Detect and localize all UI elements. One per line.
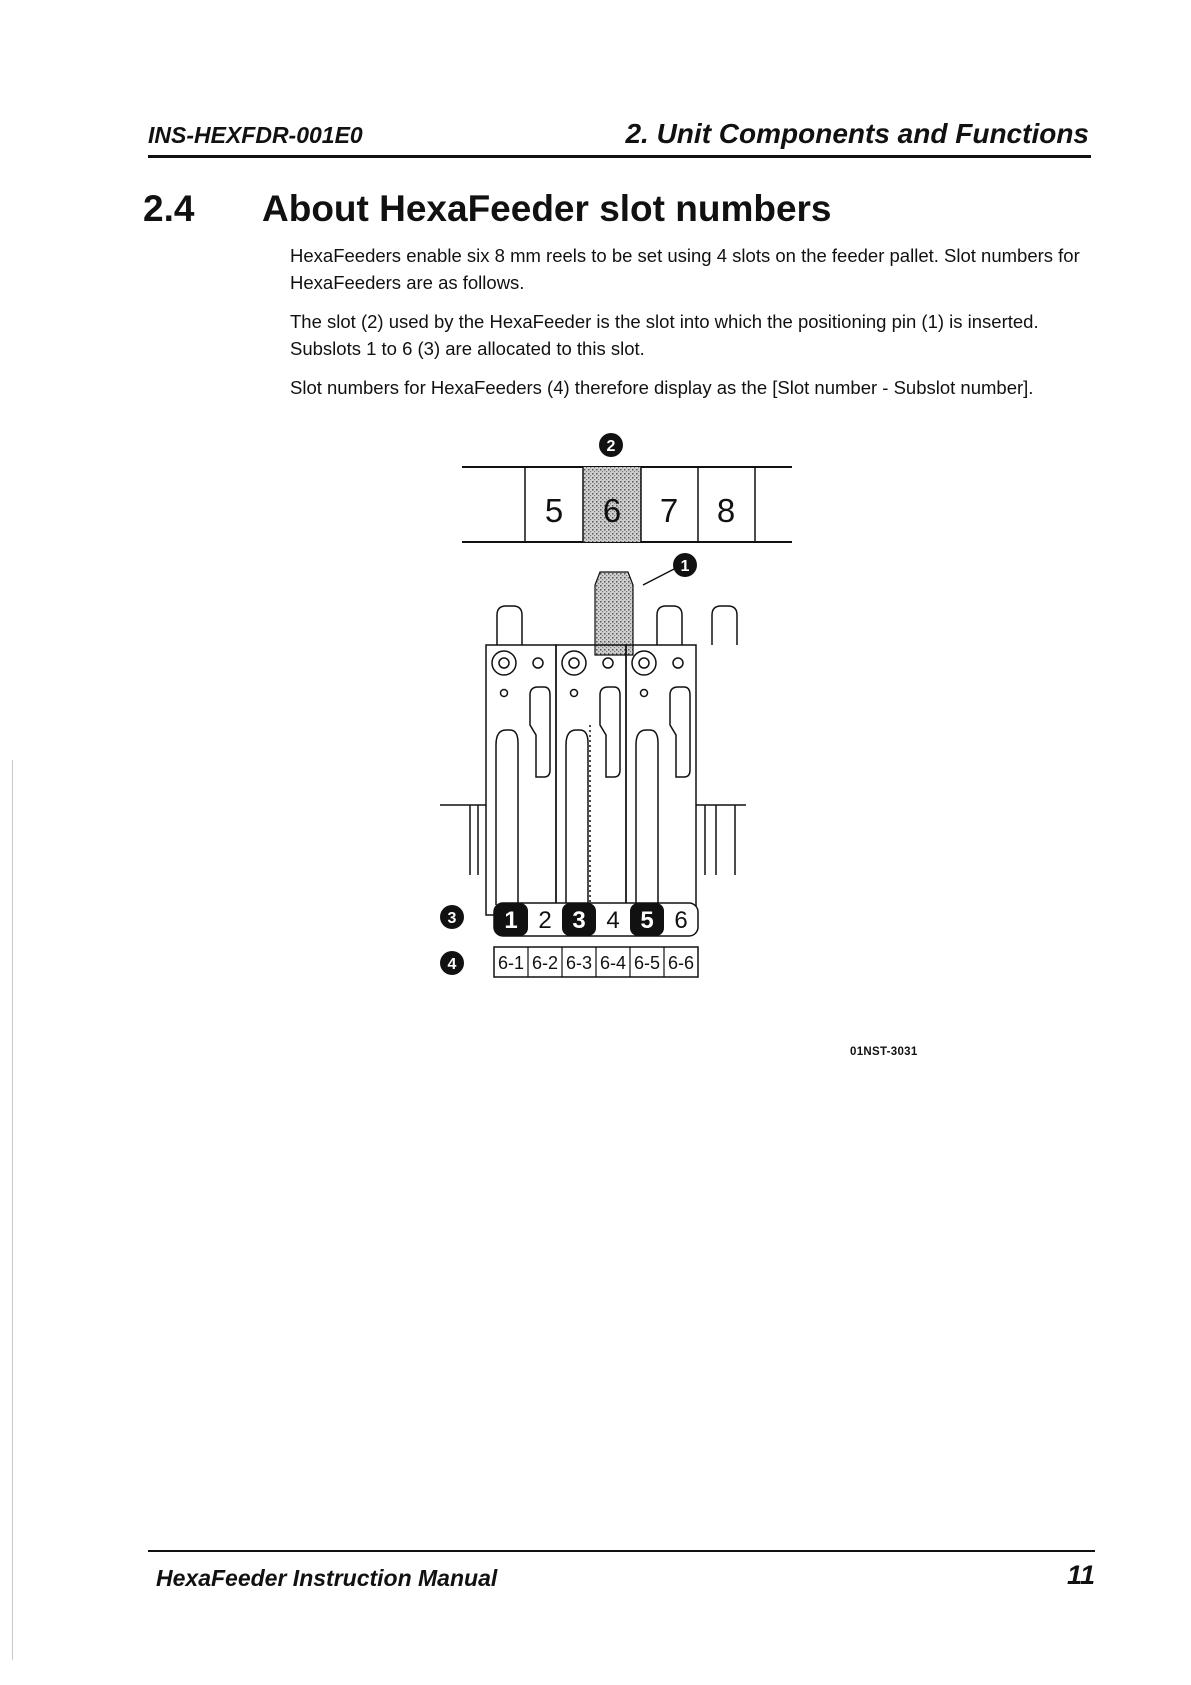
manual-title: HexaFeeder Instruction Manual [156,1565,498,1591]
slot-number-6-3: 6-3 [565,953,593,973]
section-number: 2.4 [143,188,195,229]
callout-1-label: 1 [680,558,690,575]
section-title: About HexaFeeder slot numbers [262,188,832,229]
subslot-3: 3 [572,907,586,934]
header-rule [148,155,1091,158]
figure-id: 01NST-3031 [850,1046,918,1058]
subslot-6: 6 [674,907,688,934]
slot-number-6-2: 6-2 [531,953,559,973]
subslot-2: 2 [538,907,552,934]
footer-rule [148,1550,1095,1552]
callout-3-label: 3 [447,910,457,927]
callout-2-label: 2 [606,438,616,455]
positioning-pin [595,572,633,655]
paragraph-display: Slot numbers for HexaFeeders (4) therefore display as the [Slot number - Subslot number]. [290,377,1034,398]
slot-6-label: 6 [602,492,622,529]
paragraph-intro: HexaFeeders enable six 8 mm reels to be set using 4 slots on the feeder pallet. Slot numbers for HexaFeeders are as follows. [290,245,1080,293]
hexafeeder-slot-diagram [440,425,960,1065]
callout-3 [440,905,464,929]
subslot-row [494,903,698,936]
subslot-4: 4 [606,907,620,934]
chapter-title: 2. Unit Components and Functions [625,118,1089,149]
scan-edge-line [12,760,13,1660]
callout-1 [643,553,697,585]
slot-strip [462,467,792,542]
feeder-bodies [440,645,746,915]
slot-number-6-6: 6-6 [667,953,695,973]
page-number: 11 [1066,1560,1095,1590]
slot-number-6-5: 6-5 [633,953,661,973]
subslot-1: 1 [504,907,518,934]
callout-4-label: 4 [447,956,457,973]
paragraph-slot: The slot (2) used by the HexaFeeder is the slot into which the positioning pin (1) is inserted. Subslots 1 to 6 (3) are allocated to this slot. [290,311,1039,359]
slot-number-row [494,947,698,977]
document-code: INS-HEXFDR-001E0 [148,122,363,148]
slot-8-label: 8 [716,492,736,529]
callout-2 [599,433,623,457]
slot-number-6-4: 6-4 [599,953,627,973]
slot-number-6-1: 6-1 [497,953,525,973]
callout-4 [440,951,464,975]
slot-7-label: 7 [659,492,679,529]
subslot-5: 5 [640,907,654,934]
slot-5-label: 5 [544,492,564,529]
